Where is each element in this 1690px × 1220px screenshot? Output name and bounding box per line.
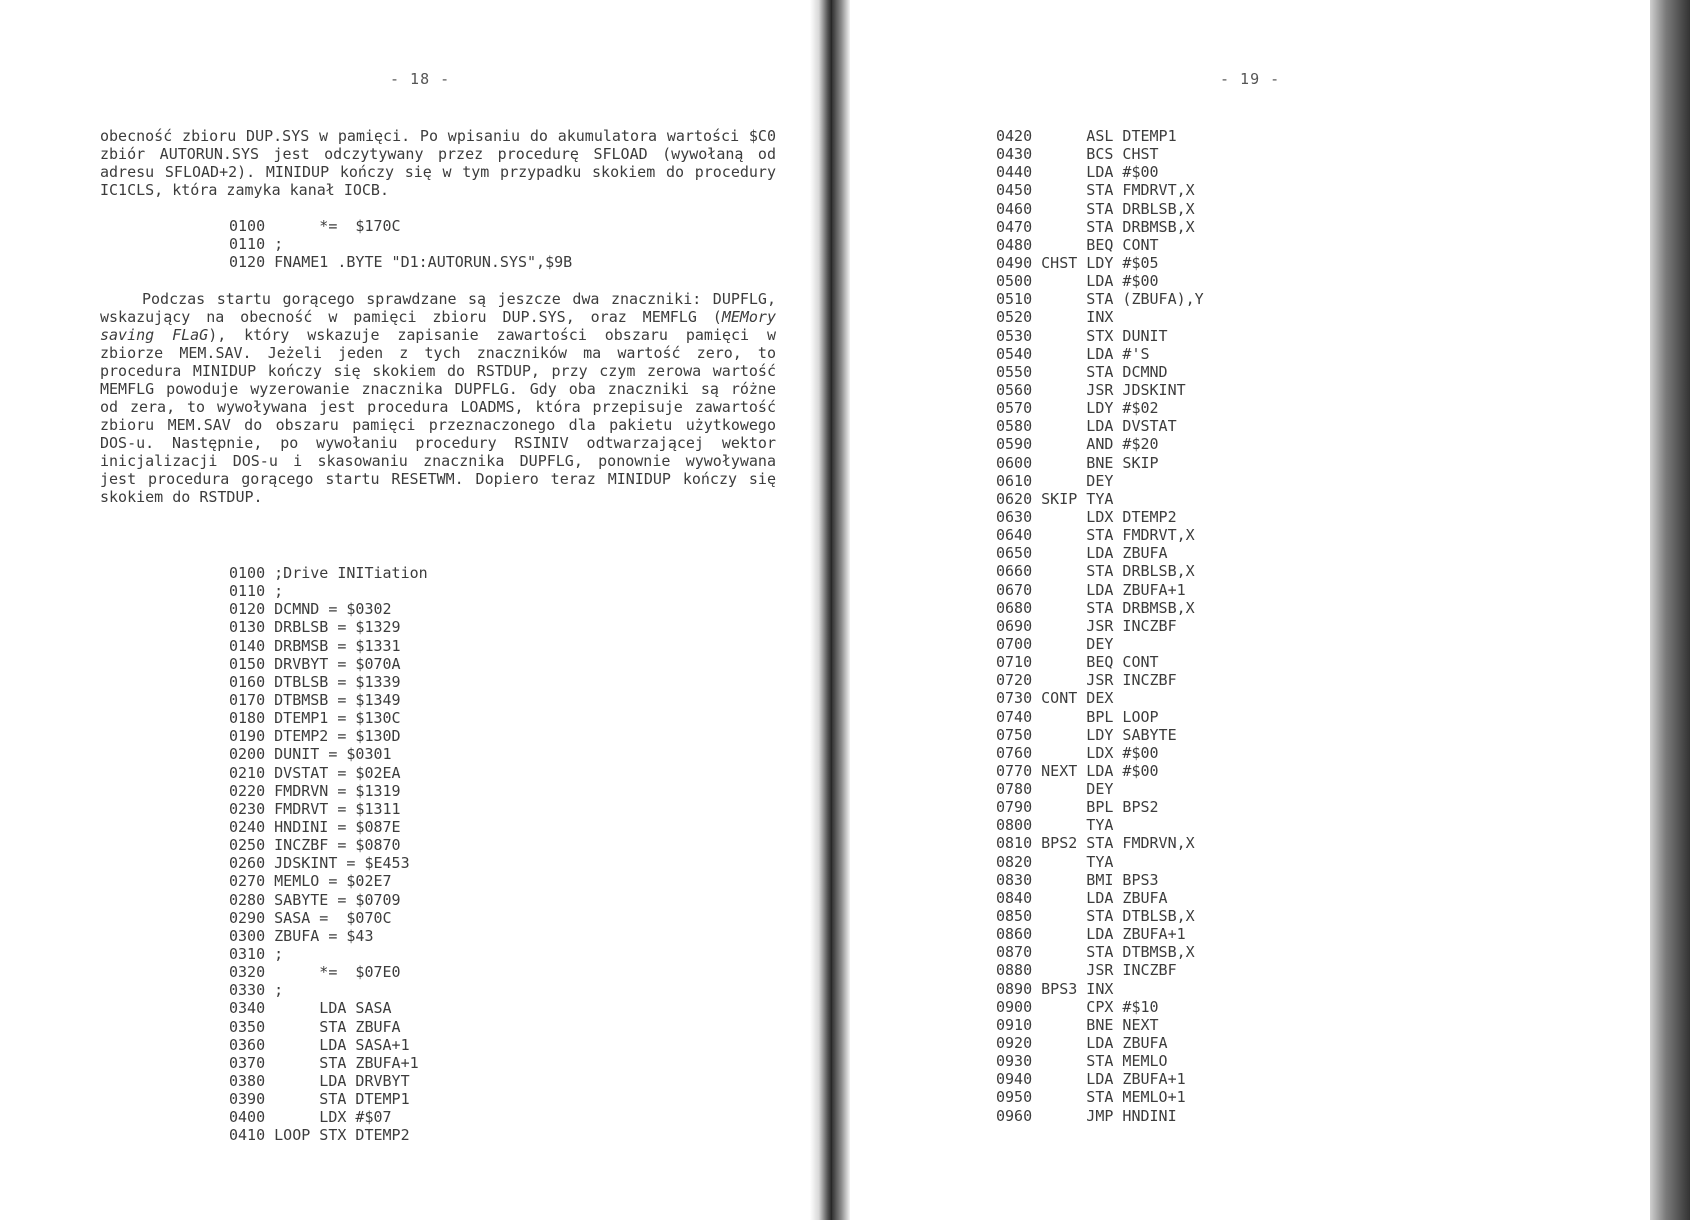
paragraph-1-text: obecność zbioru DUP.SYS w pamięci. Po wpisaniu do akumulatora wartości $C0 zbiór AUTORUN.SYS jest odczytywany przez procedurę SFLOAD (wywołaną od adresu SFLOAD+2). MINIDUP kończy się w tym przypadku skokiem do procedury IC1CLS, która zamyka kanał IOCB. — [100, 127, 776, 199]
code-line: 0830 BMI BPS3 — [996, 870, 1159, 889]
code-line: 0360 LDA SASA+1 — [229, 1035, 410, 1054]
book-gutter-left — [810, 0, 832, 1220]
paragraph-2-text — [100, 290, 776, 506]
code-line: 0850 STA DTBLSB,X — [996, 907, 1195, 926]
code-line: 0210 DVSTAT = $02EA — [229, 763, 401, 782]
code-line: 0610 DEY — [996, 471, 1114, 490]
code-line: 0520 INX — [996, 308, 1114, 327]
code-line: 0890 BPS3 INX — [996, 979, 1114, 998]
code-line: 0340 LDA SASA — [229, 999, 392, 1018]
code-line: 0630 LDX DTEMP2 — [996, 507, 1177, 526]
code-line: 0110 ; — [229, 582, 284, 601]
code-line: 0280 SABYTE = $0709 — [229, 890, 401, 909]
code-line: 0410 LOOP STX DTEMP2 — [229, 1126, 410, 1145]
code-line: 0110 ; — [229, 235, 284, 254]
code-line: 0420 ASL DTEMP1 — [996, 127, 1177, 145]
code-line: 0620 SKIP TYA — [996, 489, 1114, 508]
code-line: 0720 JSR INCZBF — [996, 671, 1177, 690]
code-line: 0160 DTBLSB = $1339 — [229, 672, 401, 691]
code-line: 0240 HNDINI = $087E — [229, 817, 401, 836]
left-page — [0, 0, 822, 1220]
code-line: 0790 BPL BPS2 — [996, 798, 1159, 817]
page-number-left: - 18 - — [390, 70, 451, 88]
code-line: 0130 DRBLSB = $1329 — [229, 618, 401, 637]
code-line: 0510 STA (ZBUFA),Y — [996, 290, 1204, 309]
paragraph-1 — [100, 127, 776, 199]
code-line: 0200 DUNIT = $0301 — [229, 745, 392, 764]
code-line: 0530 STX DUNIT — [996, 326, 1168, 345]
paragraph-2-part1: Podczas startu gorącego sprawdzane są jeszcze dwa znaczniki: DUPFLG, wskazujący na obecność w pamięci zbioru DUP.SYS, oraz MEMFLG ( — [100, 290, 776, 326]
code-line: 0460 STA DRBLSB,X — [996, 199, 1195, 218]
code-line: 0220 FMDRVN = $1319 — [229, 781, 401, 800]
code-line: 0560 JSR JDSKINT — [996, 380, 1186, 399]
code-line: 0230 FMDRVT = $1311 — [229, 799, 401, 818]
code-line: 0120 DCMND = $0302 — [229, 600, 392, 619]
code-line: 0430 BCS CHST — [996, 145, 1159, 164]
code-line: 0770 NEXT LDA #$00 — [996, 761, 1159, 780]
code-line: 0600 BNE SKIP — [996, 453, 1159, 472]
book-edge-right — [1650, 0, 1690, 1220]
code-line: 0710 BEQ CONT — [996, 653, 1159, 672]
code-line: 0860 LDA ZBUFA+1 — [996, 925, 1186, 944]
code-line: 0550 STA DCMND — [996, 362, 1168, 381]
code-line: 0580 LDA DVSTAT — [996, 417, 1177, 436]
code-line: 0310 ; — [229, 944, 284, 963]
code-line: 0540 LDA #'S — [996, 344, 1150, 363]
code-line: 0180 DTEMP1 = $130C — [229, 709, 401, 728]
right-page — [832, 0, 1650, 1220]
book-gutter-right — [832, 0, 850, 1220]
code-line: 0810 BPS2 STA FMDRVN,X — [996, 834, 1195, 853]
code-line: 0400 LDX #$07 — [229, 1108, 392, 1127]
code-line: 0150 DRVBYT = $070A — [229, 654, 401, 673]
code-line: 0500 LDA #$00 — [996, 272, 1159, 291]
code-line: 0780 DEY — [996, 780, 1114, 799]
code-line: 0140 DRBMSB = $1331 — [229, 636, 401, 655]
code-line: 0650 LDA ZBUFA — [996, 544, 1168, 563]
code-line: 0910 BNE NEXT — [996, 1015, 1159, 1034]
code-line: 0960 JMP HNDINI — [996, 1106, 1177, 1125]
code-line: 0870 STA DTBMSB,X — [996, 943, 1195, 962]
code-line: 0690 JSR INCZBF — [996, 616, 1177, 635]
code-line: 0260 JDSKINT = $E453 — [229, 854, 410, 873]
code-line: 0170 DTBMSB = $1349 — [229, 690, 401, 709]
code-line: 0270 MEMLO = $02E7 — [229, 872, 392, 891]
code-line: 0940 LDA ZBUFA+1 — [996, 1070, 1186, 1089]
code-line: 0730 CONT DEX — [996, 689, 1114, 708]
code-line: 0570 LDY #$02 — [996, 399, 1159, 418]
paragraph-2-italic: MEMory saving FLaG — [100, 308, 776, 344]
code-line: 0930 STA MEMLO — [996, 1052, 1168, 1071]
code-line: 0330 ; — [229, 981, 284, 1000]
paragraph-2 — [100, 290, 776, 506]
code-line: 0700 DEY — [996, 634, 1114, 653]
code-line: 0800 TYA — [996, 816, 1114, 835]
code-line: 0470 STA DRBMSB,X — [996, 217, 1195, 236]
code-line: 0680 STA DRBMSB,X — [996, 598, 1195, 617]
page-number-right: - 19 - — [1220, 70, 1281, 88]
code-line: 0350 STA ZBUFA — [229, 1017, 401, 1036]
code-line: 0880 JSR INCZBF — [996, 961, 1177, 980]
code-line: 0370 STA ZBUFA+1 — [229, 1053, 419, 1072]
code-line: 0480 BEQ CONT — [996, 235, 1159, 254]
code-line: 0740 BPL LOOP — [996, 707, 1159, 726]
code-line: 0290 SASA = $070C — [229, 908, 392, 927]
code-line: 0490 CHST LDY #$05 — [996, 253, 1159, 272]
code-line: 0660 STA DRBLSB,X — [996, 562, 1195, 581]
code-line: 0820 TYA — [996, 852, 1114, 871]
code-line: 0670 LDA ZBUFA+1 — [996, 580, 1186, 599]
code-line: 0300 ZBUFA = $43 — [229, 926, 374, 945]
code-listing-fname — [229, 217, 572, 271]
code-line: 0840 LDA ZBUFA — [996, 888, 1168, 907]
code-line: 0750 LDY SABYTE — [996, 725, 1177, 744]
code-line: 0390 STA DTEMP1 — [229, 1090, 410, 1109]
code-line: 0950 STA MEMLO+1 — [996, 1088, 1186, 1107]
code-line: 0450 STA FMDRVT,X — [996, 181, 1195, 200]
code-line: 0440 LDA #$00 — [996, 163, 1159, 182]
code-listing-dinit — [229, 564, 428, 1145]
code-line: 0100 *= $170C — [229, 217, 401, 235]
paragraph-2-part2: ), który wskazuje zapisanie zawartości obszaru pamięci w zbiorze MEM.SAV. Jeżeli jeden z tych znaczników ma wartość zero, to procedura MINIDUP kończy się skokiem do RSTDUP, przy czym zerowa wartość MEMFLG powoduje wyzerowanie znacznika DUPFLG. Gdy oba znaczniki są różne od zera, to wywoływana jest procedura LOADMS, która przepisuje zawartość zbioru MEM.SAV do obszaru pamięci przeznaczonego dla pakietu użytkowego DOS-u. Następnie, po wywołaniu procedury RSINIV odtwarzającej wektor inicjalizacji DOS-u i skasowaniu znacznika DUPFLG, ponownie wywoływana jest procedura gorącego startu RESETWM. Dopiero teraz MINIDUP kończy się skokiem do RSTDUP. — [100, 326, 776, 506]
code-line: 0120 FNAME1 .BYTE "D1:AUTORUN.SYS",$9B — [229, 253, 573, 272]
code-line: 0380 LDA DRVBYT — [229, 1071, 410, 1090]
code-line: 0190 DTEMP2 = $130D — [229, 727, 401, 746]
code-line: 0920 LDA ZBUFA — [996, 1034, 1168, 1053]
code-line: 0320 *= $07E0 — [229, 963, 401, 982]
code-line: 0100 ;Drive INITiation — [229, 564, 428, 582]
code-line: 0640 STA FMDRVT,X — [996, 526, 1195, 545]
code-listing-dinit-continued — [996, 127, 1204, 1125]
code-line: 0760 LDX #$00 — [996, 743, 1159, 762]
code-line: 0250 INCZBF = $0870 — [229, 836, 401, 855]
code-line: 0590 AND #$20 — [996, 435, 1159, 454]
code-line: 0900 CPX #$10 — [996, 997, 1159, 1016]
